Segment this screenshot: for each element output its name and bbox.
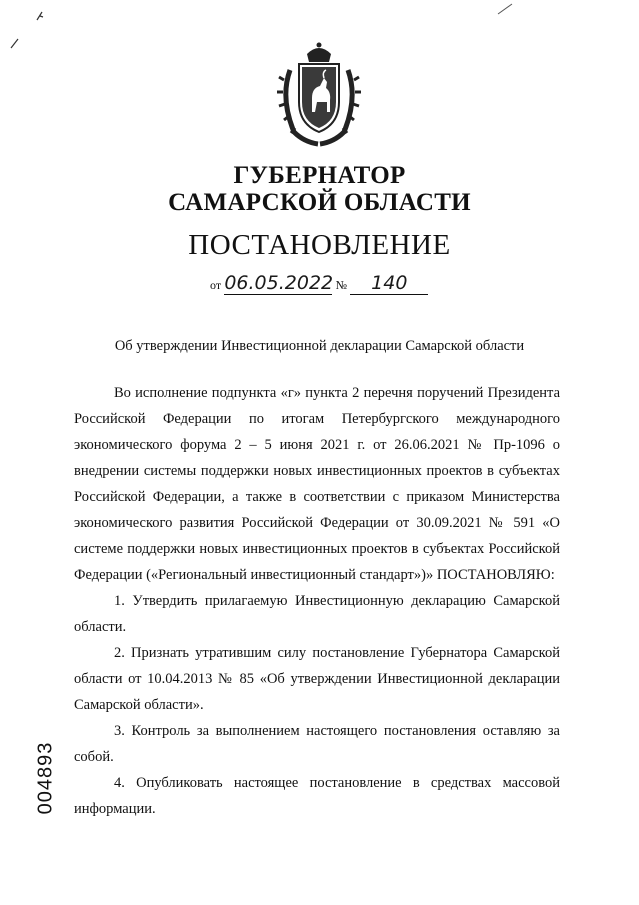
issuer-line-1: ГУБЕРНАТОР <box>233 162 406 189</box>
item-3-paragraph: 3. Контроль за выполнением настоящего постановления оставляю за собой. <box>74 723 560 765</box>
stamp-number-text: 004893 <box>34 741 57 815</box>
registration-stamp-number <box>28 738 64 818</box>
number-prefix: № <box>335 278 348 292</box>
document-body <box>74 380 560 822</box>
handwritten-date: 06.05.2022 <box>224 272 334 294</box>
date-number-line <box>210 272 428 295</box>
coat-of-arms-icon <box>274 40 364 150</box>
item-2-paragraph: 2. Признать утратившим силу постановление Губернатора Самарской области от 10.04.2013 № 85 «Об утверждении Инвестиционной декларации Самарской области». <box>74 645 560 713</box>
preamble-paragraph: Во исполнение подпункта «г» пункта 2 перечня поручений Президента Российской Федерации по итогам Петербургского международного экономического форума 2 – 5 июня 2021 г. от 26.06.2021 № Пр-1096 о внедрении системы поддержки новых инвестиционных проектов в субъектах Российской Федерации, а также в соответствии с приказом Министерства экономического развития Российской Федерации от 30.09.2021 № 591 «О системе поддержки новых инвестиционных проектов в субъектах Российской Федерации («Региональный инвестиционный стандарт»)» ПОСТАНОВЛЯЮ: <box>74 385 560 583</box>
scan-mark-icon <box>33 8 47 24</box>
handwritten-number: 140 <box>350 272 428 295</box>
document-subject: Об утверждении Инвестиционной декларации Самарской области <box>114 338 525 354</box>
item-1-paragraph: 1. Утвердить прилагаемую Инвестиционную декларацию Самарской области. <box>74 593 560 635</box>
scan-mark-icon <box>496 2 514 16</box>
scan-mark-icon <box>8 36 22 52</box>
issuer-line-2: САМАРСКОЙ ОБЛАСТИ <box>168 189 471 216</box>
item-4-paragraph: 4. Опубликовать настоящее постановление в средствах массовой информации. <box>74 775 560 817</box>
date-prefix: от <box>210 278 222 292</box>
document-type-title: ПОСТАНОВЛЕНИЕ <box>188 229 451 261</box>
